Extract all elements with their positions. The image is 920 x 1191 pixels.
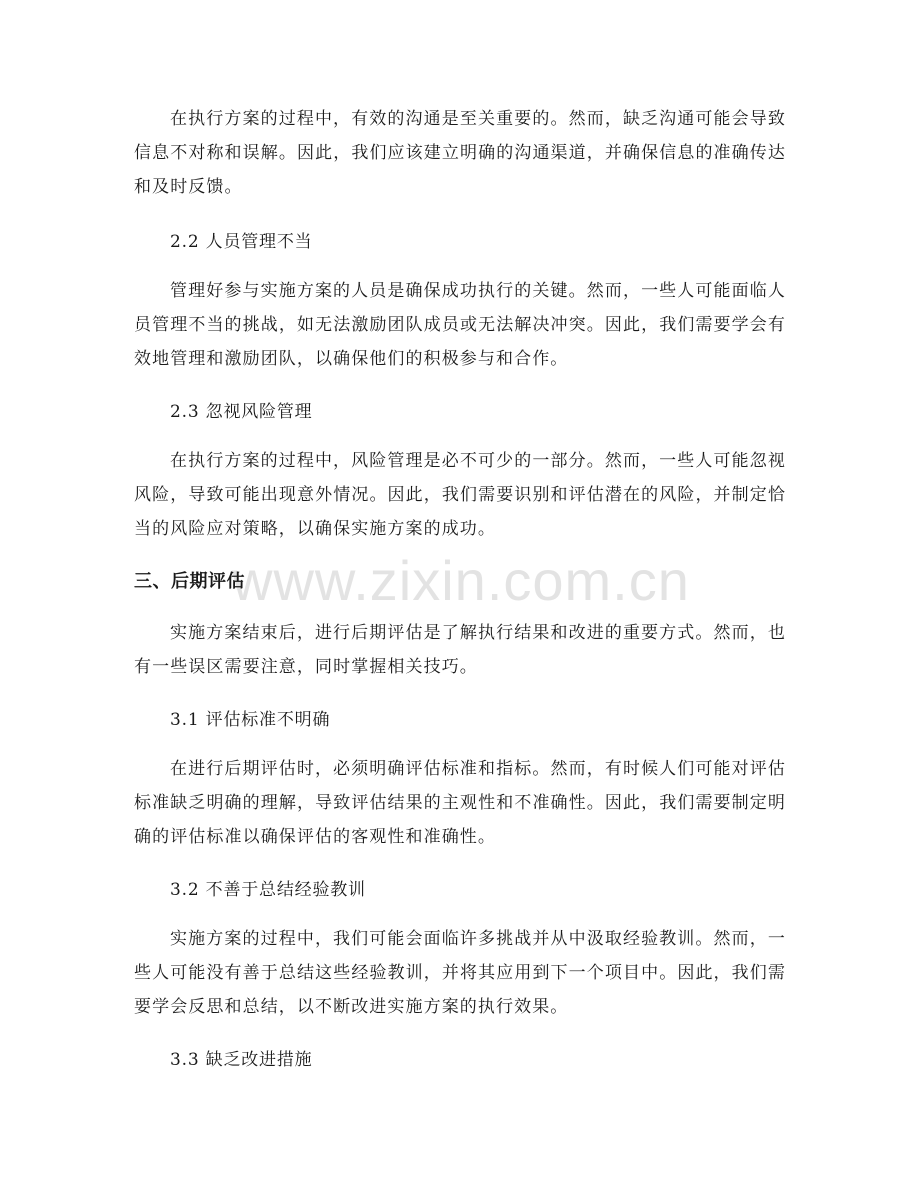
- subheading-2-3: 2.3 忽视风险管理: [170, 402, 313, 422]
- paragraph-lessons: 实施方案的过程中，我们可能会面临许多挑战并从中汲取经验教训。然而，一些人可能没有善于总结这些经验教训，并将其应用到下一个项目中。因此，我们需要学会反思和总结，以不断改进实施方案的执行效果。: [134, 929, 786, 1017]
- paragraph-criteria: 在进行后期评估时，必须明确评估标准和指标。然而，有时候人们可能对评估标准缺乏明确的理解，导致评估结果的主观性和不准确性。因此，我们需要制定明确的评估标准以确保评估的客观性和准确性。: [134, 759, 786, 847]
- subheading-3-2: 3.2 不善于总结经验教训: [170, 880, 366, 900]
- subheading-2-2: 2.2 人员管理不当: [170, 232, 313, 252]
- paragraph-communication: 在执行方案的过程中，有效的沟通是至关重要的。然而，缺乏沟通可能会导致信息不对称和误解。因此，我们应该建立明确的沟通渠道，并确保信息的准确传达和及时反馈。: [134, 109, 786, 197]
- subheading-3-1: 3.1 评估标准不明确: [170, 710, 331, 730]
- paragraph-risk: 在执行方案的过程中，风险管理是必不可少的一部分。然而，一些人可能忽视风险，导致可能出现意外情况。因此，我们需要识别和评估潜在的风险，并制定恰当的风险应对策略，以确保实施方案的成功。: [134, 451, 786, 539]
- watermark: www.zixin.com.cn: [232, 549, 690, 612]
- subheading-3-3: 3.3 缺乏改进措施: [170, 1050, 313, 1070]
- section-title-3: 三、后期评估: [134, 571, 245, 592]
- paragraph-evaluation-intro: 实施方案结束后，进行后期评估是了解执行结果和改进的重要方式。然而，也有一些误区需要注意，同时掌握相关技巧。: [134, 623, 786, 677]
- paragraph-personnel: 管理好参与实施方案的人员是确保成功执行的关键。然而，一些人可能面临人员管理不当的挑战，如无法激励团队成员或无法解决冲突。因此，我们需要学会有效地管理和激励团队，以确保他们的积极参与和合作。: [134, 281, 786, 369]
